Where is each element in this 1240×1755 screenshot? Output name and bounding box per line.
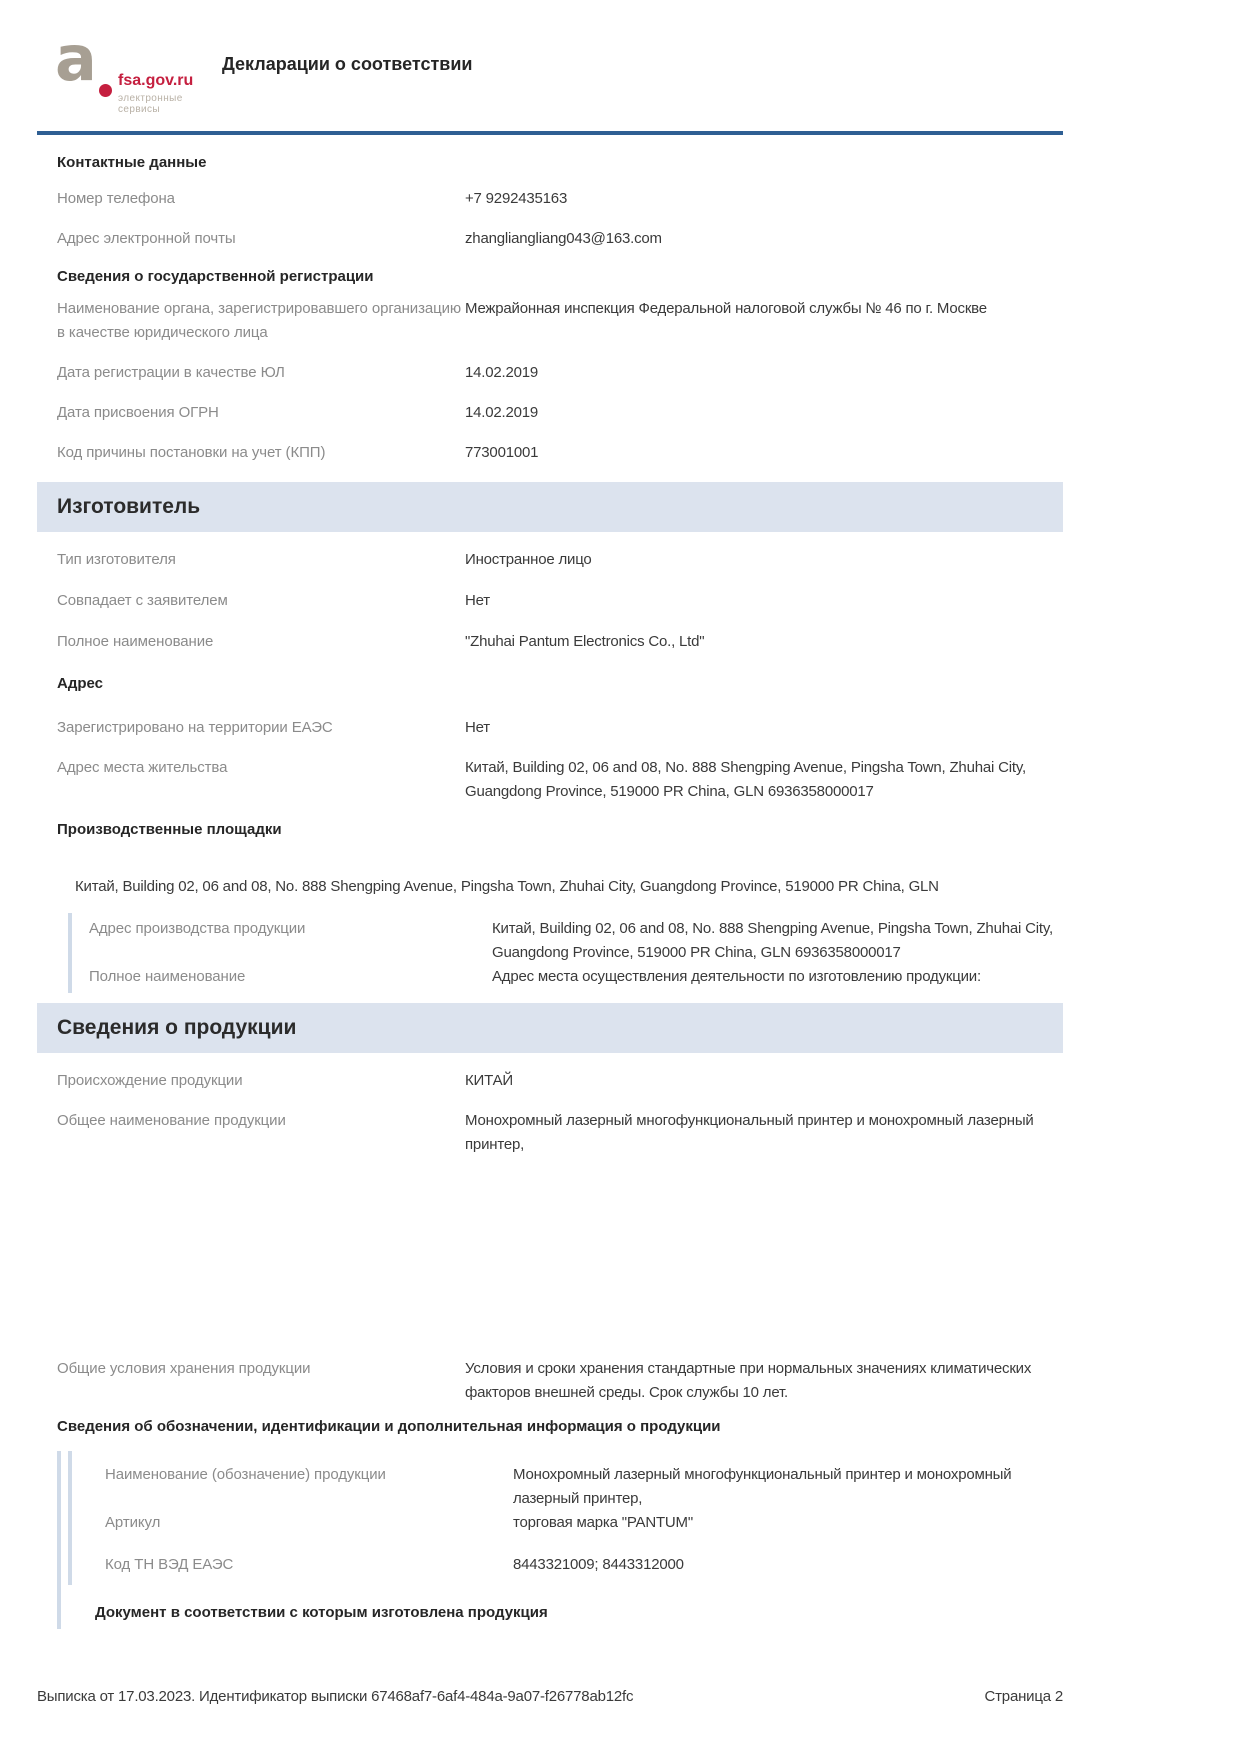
field-label: Полное наименование	[89, 968, 246, 985]
field-label: Происхождение продукции	[57, 1072, 243, 1089]
section-band-product: Сведения о продукции	[37, 1003, 1063, 1053]
field-row-product-common-name	[37, 1109, 1063, 1157]
production-site-intro: Китай, Building 02, 06 and 08, No. 888 Shengping Avenue, Pingsha Town, Zhuhai City, Guangdong Province, 519000 PR China, GLN	[75, 878, 939, 895]
field-label: Общее наименование продукции	[57, 1112, 286, 1129]
field-label: Наименование органа, зарегистрировавшего организацию в качестве юридического лица	[57, 300, 462, 341]
footer-page-number: Страница 2	[984, 1688, 1063, 1705]
field-row-tnved-code	[105, 1553, 1063, 1577]
field-label: Полное наименование	[57, 633, 214, 650]
field-row-kpp	[37, 441, 1063, 465]
field-row-manufacturer-type	[37, 548, 1063, 572]
field-row-article	[105, 1511, 1063, 1535]
subsection-heading-address: Адрес	[57, 675, 104, 692]
field-label: Номер телефона	[57, 190, 175, 207]
section-heading-registration: Сведения о государственной регистрации	[57, 268, 374, 285]
page-header	[0, 0, 1240, 131]
field-row-reg-authority	[37, 297, 1063, 345]
fsa-logo	[55, 22, 222, 115]
section-band-manufacturer: Изготовитель	[37, 482, 1063, 532]
header-divider	[37, 131, 1063, 135]
fsa-logo-dot-icon	[99, 84, 112, 97]
subsection-heading-production-sites: Производственные площадки	[57, 821, 282, 838]
field-value: Нет	[465, 719, 490, 736]
field-row-phone	[37, 187, 1063, 211]
logo-tagline: электронные сервисы	[118, 93, 183, 115]
field-label: Зарегистрировано на территории ЕАЭС	[57, 719, 333, 736]
section-heading-contacts: Контактные данные	[57, 154, 207, 171]
field-value: Иностранное лицо	[465, 551, 592, 568]
field-label: Адрес электронной почты	[57, 230, 236, 247]
page-footer	[37, 1688, 1063, 1705]
field-label: Общие условия хранения продукции	[57, 1360, 311, 1377]
document-content	[37, 153, 1063, 1629]
field-value: КИТАЙ	[465, 1072, 513, 1089]
field-label: Код причины постановки на учет (КПП)	[57, 444, 326, 461]
fsa-logo-a-icon: a	[55, 22, 97, 95]
field-value: Китай, Building 02, 06 and 08, No. 888 Shengping Avenue, Pingsha Town, Zhuhai City, Guangdong Province, 519000 PR China, GLN 6936358000017	[492, 920, 1053, 961]
field-value: торговая марка "PANTUM"	[513, 1514, 693, 1531]
field-row-production-full-name	[89, 965, 1063, 989]
field-row-eaeu-registered	[37, 716, 1063, 740]
field-value: Монохромный лазерный многофункциональный принтер и монохромный лазерный принтер,	[465, 1112, 1034, 1153]
field-value: 14.02.2019	[465, 364, 539, 381]
footer-extract-info: Выписка от 17.03.2023. Идентификатор выписки 67468af7-6af4-484a-9a07-f26778ab12fc	[37, 1688, 634, 1705]
field-value: 14.02.2019	[465, 404, 539, 421]
field-row-product-designation	[105, 1463, 1063, 1511]
field-label: Дата присвоения ОГРН	[57, 404, 219, 421]
field-row-same-as-applicant	[37, 589, 1063, 613]
field-label: Дата регистрации в качестве ЮЛ	[57, 364, 285, 381]
subsection-heading-identification: Сведения об обозначении, идентификации и дополнительная информация о продукции	[57, 1418, 721, 1435]
field-value: Китай, Building 02, 06 and 08, No. 888 Shengping Avenue, Pingsha Town, Zhuhai City, Guangdong Province, 519000 PR China, GLN 6936358000017	[465, 759, 1026, 800]
production-site-block	[68, 913, 1063, 993]
field-value: Условия и сроки хранения стандартные при нормальных значениях климатических факторов внешней среды. Срок службы 10 лет.	[465, 1360, 1032, 1401]
field-row-reg-date	[37, 361, 1063, 385]
field-value: zhangliangliang043@163.com	[465, 230, 662, 247]
identification-block	[57, 1451, 1063, 1629]
field-value: Монохромный лазерный многофункциональный принтер и монохромный лазерный принтер,	[513, 1466, 1012, 1507]
field-value: 773001001	[465, 444, 539, 461]
identification-inner-block	[68, 1451, 1063, 1585]
subsection-heading-product-document: Документ в соответствии с которым изготовлена продукция	[95, 1604, 548, 1621]
field-value: +7 9292435163	[465, 190, 568, 207]
fsa-logo-text	[118, 72, 222, 115]
field-value: Межрайонная инспекция Федеральной налоговой службы № 46 по г. Москве	[465, 300, 987, 317]
field-row-residence-address	[37, 756, 1063, 804]
field-value: Нет	[465, 592, 490, 609]
logo-brand: fsa.gov.ru	[118, 72, 194, 89]
field-row-product-origin	[37, 1069, 1063, 1093]
field-row-email	[37, 227, 1063, 251]
field-value: 8443321009; 8443312000	[513, 1556, 684, 1573]
field-row-ogrn-date	[37, 401, 1063, 425]
field-row-storage-conditions	[37, 1357, 1063, 1405]
page-title: Декларации о соответствии	[222, 54, 473, 74]
field-row-full-name	[37, 630, 1063, 654]
field-label: Адрес производства продукции	[89, 920, 306, 937]
field-label: Тип изготовителя	[57, 551, 176, 568]
field-label: Артикул	[105, 1514, 161, 1531]
field-label: Наименование (обозначение) продукции	[105, 1466, 386, 1483]
field-value: Адрес места осуществления деятельности по изготовлению продукции:	[492, 968, 981, 985]
field-label: Адрес места жительства	[57, 759, 228, 776]
field-row-production-address	[89, 917, 1063, 965]
field-value: "Zhuhai Pantum Electronics Co., Ltd"	[465, 633, 705, 650]
field-label: Совпадает с заявителем	[57, 592, 228, 609]
field-label: Код ТН ВЭД ЕАЭС	[105, 1556, 234, 1573]
